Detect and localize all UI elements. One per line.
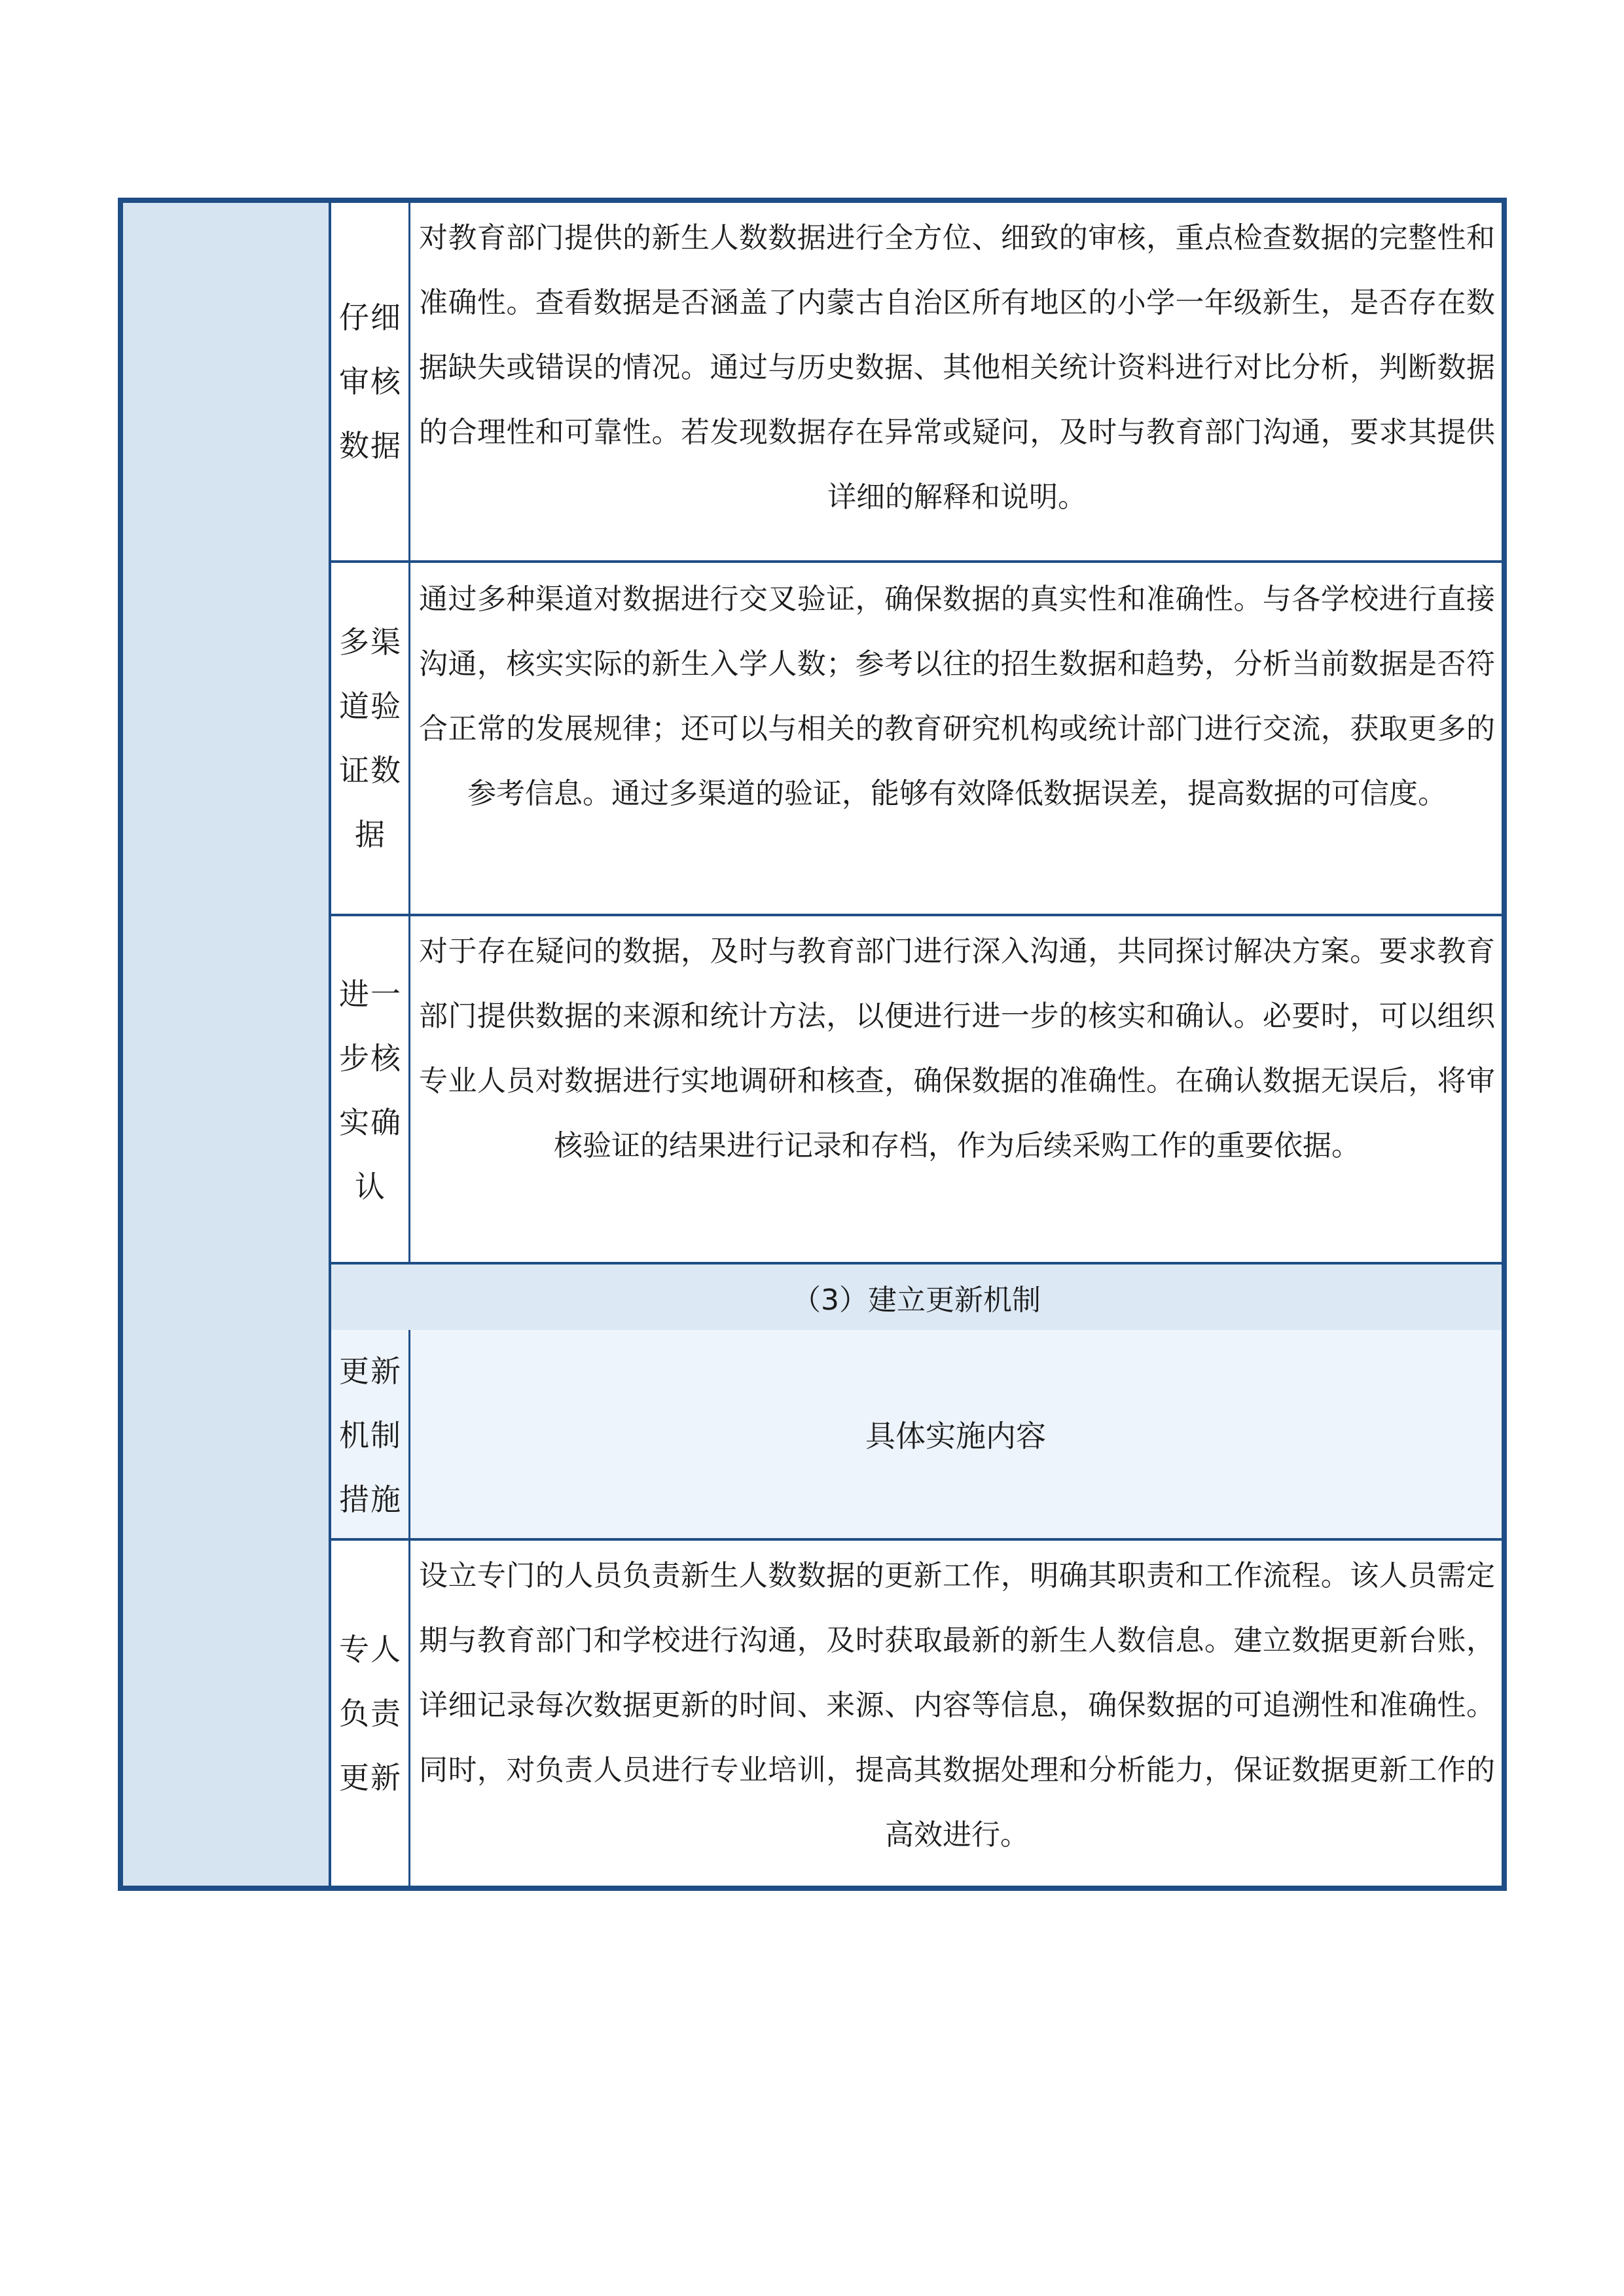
row-content-verify: 通过多种渠道对数据进行交叉验证，确保数据的真实性和准确性。与各学校进行直接沟通，核实实际的新生入学人数；参考以往的招生数据和趋势，分析当前数据是否符合正常的发展规律；还可以与相关的教育研究机构或统计部门进行交流，获取更多的参考信息。通过多渠道的验证，能够有效降低数据误差，提高数据的可信度。	[419, 583, 1495, 810]
row-content-confirm: 对于存在疑问的数据，及时与教育部门进行深入沟通，共同探讨解决方案。要求教育部门提供数据的来源和统计方法，以便进行进一步的核实和确认。必要时，可以组织专业人员对数据进行实地调研和核查，确保数据的准确性。在确认数据无误后，将审核验证的结果进行记录和存档，作为后续采购工作的重要依据。	[419, 935, 1495, 1162]
column-divider	[408, 1330, 410, 1891]
row-divider	[331, 560, 1502, 563]
row-label-text: 仔细审核数据	[339, 300, 402, 463]
row-label-text: 专人负责更新	[339, 1631, 402, 1795]
row-divider	[331, 914, 1502, 916]
row-content-review: 对教育部门提供的新生人数数据进行全方位、细致的审核，重点检查数据的完整性和准确性。查看数据是否涵盖了内蒙古自治区所有地区的小学一年级新生，是否存在数据缺失或错误的情况。通过与历史数据、其他相关统计资料进行对比分析，判断数据的合理性和可靠性。若发现数据存在异常或疑问，及时与教育部门沟通，要求其提供详细的解释和说明。	[419, 221, 1495, 514]
row-label-review	[331, 203, 410, 560]
row-divider	[331, 1538, 1502, 1541]
table-frame	[118, 198, 1507, 1891]
row-label-verify	[331, 563, 410, 914]
row-label-update	[331, 1541, 410, 1886]
header-content: 具体实施内容	[865, 1418, 1046, 1454]
left-category-column	[123, 203, 331, 1886]
row-label-text: 多渠道验证数据	[339, 624, 402, 852]
header-label-text: 更新机制措施	[339, 1354, 402, 1517]
row-content-update: 设立专门的人员负责新生人数数据的更新工作，明确其职责和工作流程。该人员需定期与教育部门和学校进行沟通，及时获取最新的新生人数信息。建立数据更新台账，详细记录每次数据更新的时间、来源、内容等信息，确保数据的可追溯性和准确性。同时，对负责人员进行专业培训，提高其数据处理和分析能力，保证数据更新工作的高效进行。	[419, 1559, 1495, 1852]
section-title: （3）建立更新机制	[331, 1265, 1502, 1330]
header-label	[331, 1333, 410, 1538]
row-label-confirm	[331, 916, 410, 1265]
row-label-text: 进一步核实确认	[339, 977, 402, 1204]
column-divider	[408, 203, 410, 1265]
